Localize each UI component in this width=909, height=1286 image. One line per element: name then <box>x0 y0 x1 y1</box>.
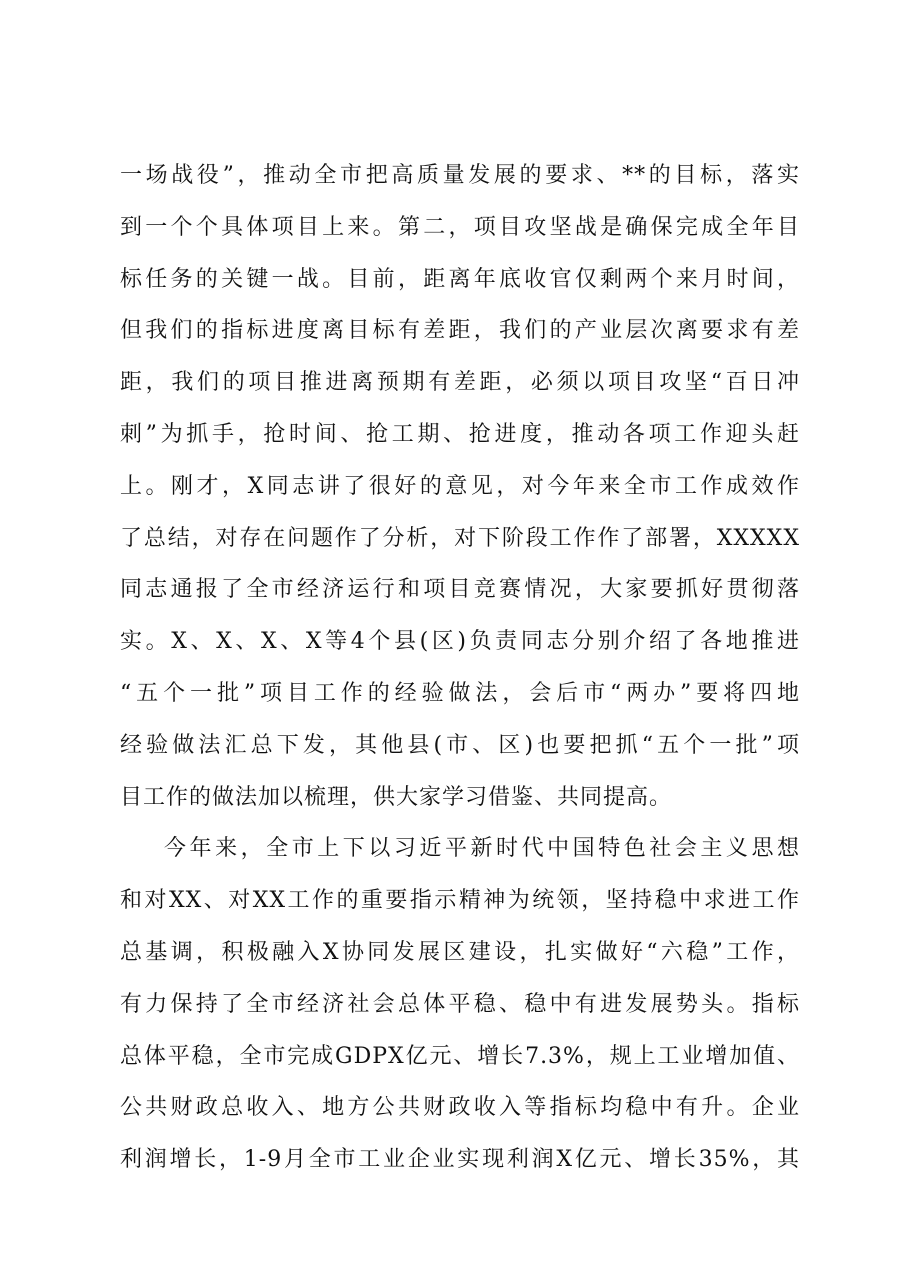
text-line: 目工作的做法加以梳理，供大家学习借鉴、共同提高。 <box>120 784 673 810</box>
text-line: 但我们的指标进度离目标有差距，我们的产业层次离要求有差 <box>120 318 800 344</box>
text-line: 刺”为抓手，抢时间、抢工期、抢进度，推动各项工作迎头赶 <box>120 421 800 447</box>
text-line: 总体平稳，全市完成GDPX亿元、增长7.3%，规上工业增加值、 <box>120 1043 800 1069</box>
text-line: 上。刚才，X同志讲了很好的意见，对今年来全市工作成效作 <box>120 473 800 499</box>
paragraph-1 <box>120 150 800 823</box>
text-line: 经验做法汇总下发，其他县(市、区)也要把抓“五个一批”项 <box>120 732 800 758</box>
paragraph-2 <box>120 823 800 1186</box>
text-line: 实。X、X、X、X等4个县(区)负责同志分别介绍了各地推进 <box>120 629 800 655</box>
text-line: 利润增长，1-9月全市工业企业实现利润X亿元、增长35%，其 <box>120 1147 800 1173</box>
text-line: 到一个个具体项目上来。第二，项目攻坚战是确保完成全年目 <box>120 214 800 240</box>
text-line: 有力保持了全市经济社会总体平稳、稳中有进发展势头。指标 <box>120 991 800 1017</box>
text-line: 距，我们的项目推进离预期有差距，必须以项目攻坚“百日冲 <box>120 370 800 396</box>
text-line: 了总结，对存在问题作了分析，对下阶段工作作了部署，XXXXX <box>120 525 800 551</box>
text-line: 和对XX、对XX工作的重要指示精神为统领，坚持稳中求进工作 <box>120 888 800 914</box>
text-line: 同志通报了全市经济运行和项目竞赛情况，大家要抓好贯彻落 <box>120 577 800 603</box>
text-line: 公共财政总收入、地方公共财政收入等指标均稳中有升。企业 <box>120 1095 800 1121</box>
text-line: 总基调，积极融入X协同发展区建设，扎实做好“六稳”工作， <box>120 939 800 965</box>
text-line: 今年来，全市上下以习近平新时代中国特色社会主义思想 <box>164 836 800 862</box>
body-text <box>120 150 800 1186</box>
text-line: 一场战役”，推动全市把高质量发展的要求、**的目标，落实 <box>120 163 800 188</box>
text-line: 标任务的关键一战。目前，距离年底收官仅剩两个来月时间， <box>120 266 800 292</box>
text-line: “五个一批”项目工作的经验做法，会后市“两办”要将四地 <box>120 680 800 706</box>
